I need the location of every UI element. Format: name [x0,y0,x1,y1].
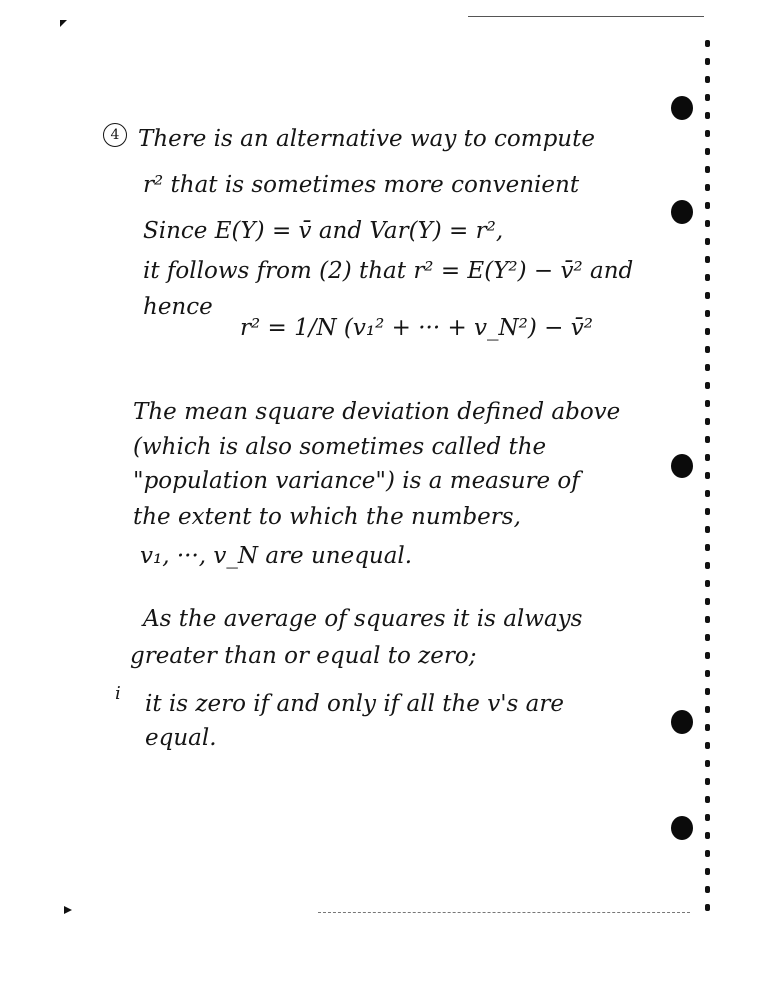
text-line: As the average of squares it is always [143,606,583,632]
spiral-dot [705,634,710,641]
spiral-dot [705,382,710,389]
spiral-dot [705,292,710,299]
spiral-dot [705,472,710,479]
spiral-dot [705,544,710,551]
spiral-dot [705,58,710,65]
spiral-dot [705,220,710,227]
spiral-dot [705,184,710,191]
spiral-dot [705,796,710,803]
spiral-dot [705,868,710,875]
spiral-dot [705,724,710,731]
spiral-dot [705,310,710,317]
spiral-dot [705,274,710,281]
spiral-dot [705,508,710,515]
spiral-dot [705,400,710,407]
text-line: it is zero if and only if all the v's are [145,691,564,717]
spiral-dot [705,670,710,677]
text-line: r² that is sometimes more convenient [143,172,580,198]
text-line: The mean square deviation defined above [133,399,621,425]
spiral-dot [705,814,710,821]
text-line: the extent to which the numbers, [133,504,521,530]
spiral-binding [702,40,716,920]
text-line: greater than or equal to zero; [130,643,477,669]
spiral-dot [705,130,710,137]
spiral-dot [705,742,710,749]
punch-hole [671,200,693,224]
spiral-dot [705,598,710,605]
text-line: equal. [145,725,217,751]
spiral-dot [705,148,710,155]
spiral-dot [705,580,710,587]
corner-mark-top [60,20,67,27]
text-line: hence [143,294,213,320]
spiral-dot [705,526,710,533]
top-rule-line [468,16,704,17]
text-line: it follows from (2) that r² = E(Y²) − v̄² and [143,258,634,284]
punch-hole [671,710,693,734]
spiral-dot [705,418,710,425]
punch-hole [671,96,693,120]
spiral-dot [705,40,710,47]
spiral-dot [705,706,710,713]
spiral-dot [705,904,710,911]
text-line: "population variance") is a measure of [133,468,580,494]
text-line: There is an alternative way to compute [138,126,595,152]
formula-line: r² = 1/N (v₁² + ··· + v_N²) − v̄² [240,315,593,341]
spiral-dot [705,256,710,263]
text-line: Since E(Y) = v̄ and Var(Y) = r², [143,218,504,244]
spiral-dot [705,328,710,335]
spiral-dot [705,436,710,443]
item-number: 4 [103,123,127,147]
spiral-dot [705,238,710,245]
punch-hole [671,454,693,478]
spiral-dot [705,112,710,119]
spiral-dot [705,562,710,569]
spiral-dot [705,166,710,173]
spiral-dot [705,760,710,767]
spiral-dot [705,364,710,371]
spiral-dot [705,490,710,497]
spiral-dot [705,778,710,785]
spiral-dot [705,616,710,623]
spiral-dot [705,454,710,461]
spiral-dot [705,76,710,83]
spiral-dot [705,346,710,353]
spiral-dot [705,652,710,659]
spiral-dot [705,832,710,839]
spiral-dot [705,850,710,857]
text-line: (which is also sometimes called the [133,434,547,460]
margin-mark: i [115,683,121,704]
spiral-dot [705,94,710,101]
text-line: v₁, ···, v_N are unequal. [140,543,413,569]
spiral-dot [705,886,710,893]
spiral-dot [705,688,710,695]
bottom-rule-line [318,912,690,913]
punch-hole [671,816,693,840]
corner-mark-bottom [64,906,72,914]
spiral-dot [705,202,710,209]
